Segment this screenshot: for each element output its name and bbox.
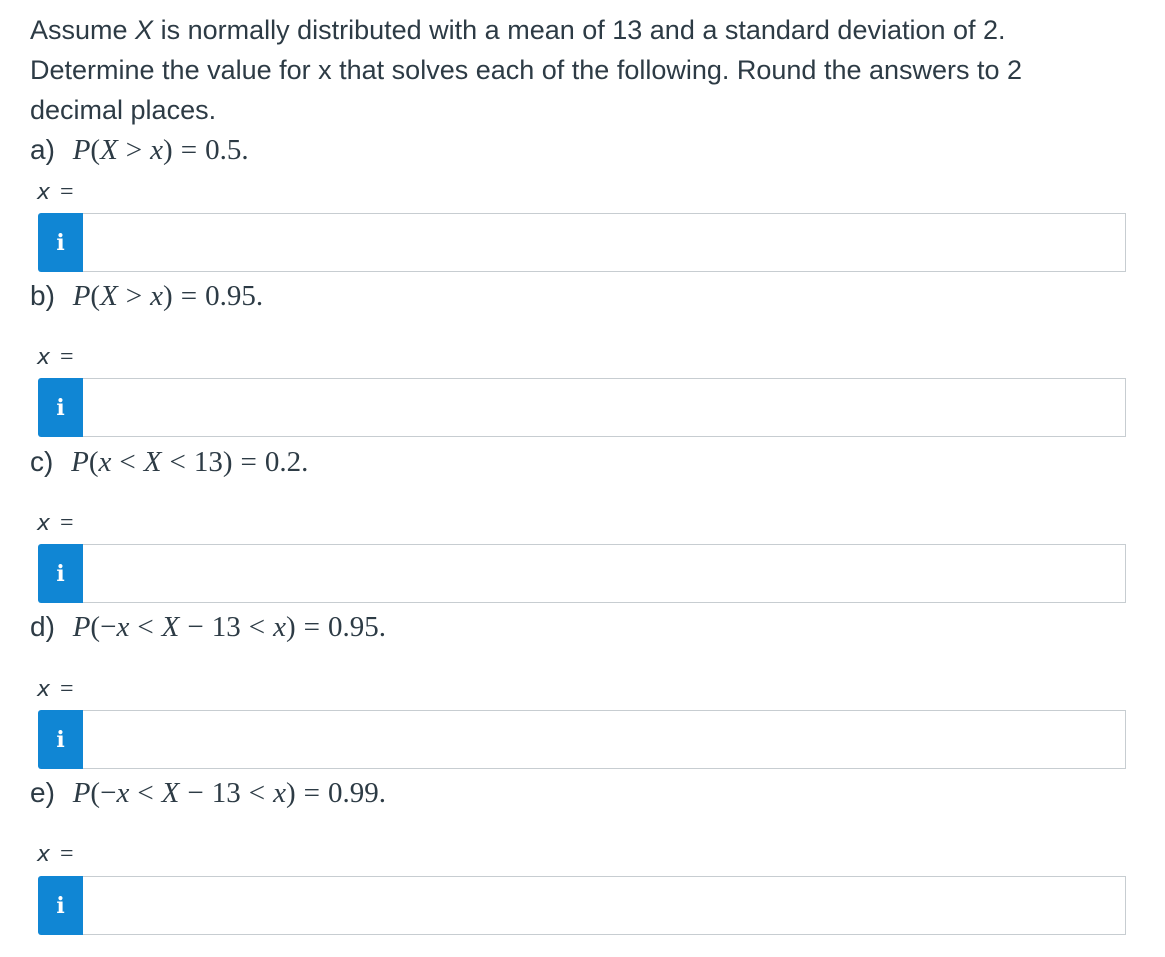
info-icon: i <box>56 892 65 919</box>
part-c-x-equals: x = <box>37 510 74 536</box>
part-d-label: d) P(−x < X − 13 < x) = 0.95. <box>30 611 387 643</box>
question-text <box>30 10 1140 130</box>
part-a-equation: P(X > x) = 0.5. <box>72 134 249 166</box>
part-b-equation: P(X > x) = 0.95. <box>72 280 264 312</box>
part-b-x-equals: x = <box>37 344 74 370</box>
part-e-answer-input[interactable] <box>83 876 1126 935</box>
part-c-label: c) P(x < X < 13) = 0.2. <box>30 446 309 478</box>
part-d-answer-row <box>38 710 1126 769</box>
part-e-info-button[interactable] <box>38 876 83 935</box>
part-a-x-equals: x = <box>37 179 74 205</box>
part-e-answer-row <box>38 876 1126 935</box>
question-line-2: Determine the value for x that solves each of the following. Round the answers to 2 <box>30 55 1023 85</box>
part-b-info-button[interactable] <box>38 378 83 437</box>
part-e-label: e) P(−x < X − 13 < x) = 0.99. <box>30 777 387 809</box>
random-variable-label: X <box>135 15 154 45</box>
info-icon: i <box>56 560 65 587</box>
part-d-equation: P(−x < X − 13 < x) = 0.95. <box>72 611 387 643</box>
part-a-answer-input[interactable] <box>83 213 1126 272</box>
info-icon: i <box>56 229 65 256</box>
part-b-label: b) P(X > x) = 0.95. <box>30 280 264 312</box>
info-icon: i <box>56 726 65 753</box>
part-c-info-button[interactable] <box>38 544 83 603</box>
question-line-1: Assume X is normally distributed with a mean of 13 and a standard deviation of 2. <box>30 15 1006 45</box>
part-e-equation: P(−x < X − 13 < x) = 0.99. <box>72 777 387 809</box>
part-b-answer-row <box>38 378 1126 437</box>
part-a-label: a) P(X > x) = 0.5. <box>30 134 249 166</box>
part-c-answer-input[interactable] <box>83 544 1126 603</box>
part-c-equation: P(x < X < 13) = 0.2. <box>71 446 309 478</box>
info-icon: i <box>56 394 65 421</box>
part-a-info-button[interactable] <box>38 213 83 272</box>
part-d-x-equals: x = <box>37 676 74 702</box>
part-c-answer-row <box>38 544 1126 603</box>
part-d-answer-input[interactable] <box>83 710 1126 769</box>
question-line-3: decimal places. <box>30 95 217 125</box>
part-b-answer-input[interactable] <box>83 378 1126 437</box>
part-d-info-button[interactable] <box>38 710 83 769</box>
part-a-answer-row <box>38 213 1126 272</box>
part-e-x-equals: x = <box>37 841 74 867</box>
